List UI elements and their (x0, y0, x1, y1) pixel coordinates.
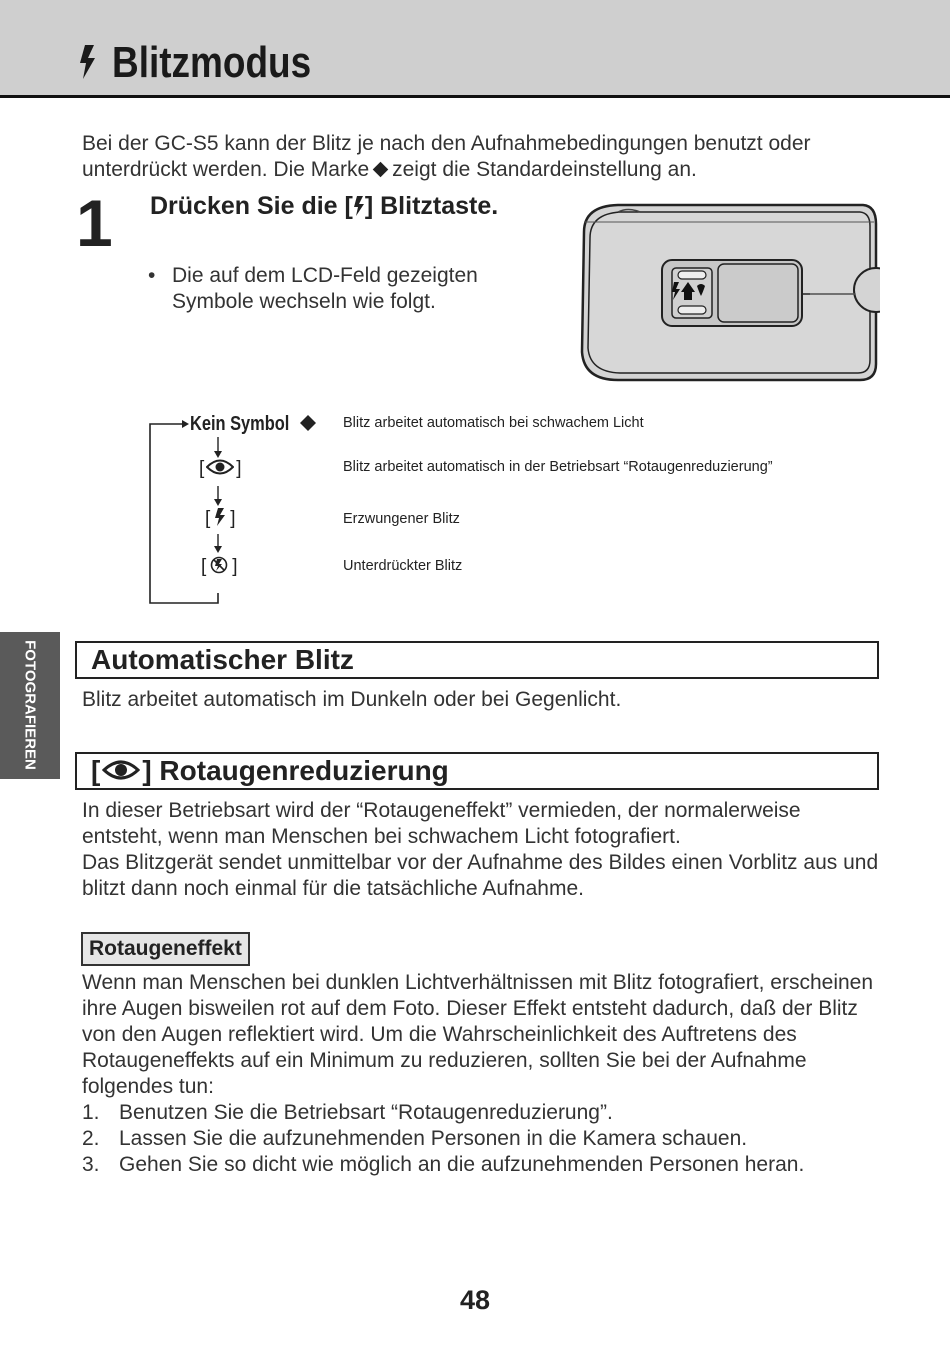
flash-icon (353, 196, 365, 216)
step-bullet (148, 263, 548, 315)
flow-symbol-flash: [ ] (205, 508, 236, 529)
step-number: 1 (76, 186, 113, 260)
section-auto-title: Automatischer Blitz (91, 644, 354, 675)
list-item-text: Benutzen Sie die Betriebsart “Rotaugenreduzierung”. (119, 1101, 613, 1124)
step-title-pre: Drücken Sie die [ (150, 192, 353, 220)
step-title-post: ] Blitztaste. (364, 192, 499, 220)
section-redeye-title (91, 754, 449, 788)
flow-label-redeye: Blitz arbeitet automatisch in der Betriebsart “Rotaugenreduzierung” (343, 459, 773, 475)
section-auto-text: Blitz arbeitet automatisch im Dunkeln oder bei Gegenlicht. (82, 688, 622, 711)
subsection-effect-heading-box (81, 932, 250, 966)
subsection-effect-text (82, 970, 882, 1178)
list-item (82, 1126, 882, 1152)
flow-label-forced: Erzwungener Blitz (343, 511, 460, 527)
flow-symbol-redeye: [ ] (199, 458, 242, 479)
bullet-dot: • (148, 264, 156, 287)
eye-icon (102, 758, 140, 782)
subsection-effect-title: Rotaugeneffekt (89, 937, 242, 960)
intro-text (82, 131, 882, 183)
flow-label-off: Unterdrückter Blitz (343, 558, 463, 574)
intro-part2: zeigt die Standardeinstellung an. (392, 158, 697, 181)
flow-symbol-flash-off: [ ] (201, 556, 238, 577)
intro-part1: Bei der GC-S5 kann der Blitz je nach den Aufnahmebedingungen benutzt oder unterdrückt werden. Die Marke (82, 132, 811, 181)
list-item (82, 1152, 882, 1178)
section-redeye-text (82, 798, 882, 902)
list-item-text: Lassen Sie die aufzunehmenden Personen in die Kamera schauen. (119, 1127, 748, 1150)
side-tab-label: FOTOGRAFIEREN (21, 640, 39, 770)
section-redeye-bracket: [ (91, 755, 101, 786)
list-item-number: 2. (82, 1127, 100, 1150)
section-auto-heading-box (75, 641, 879, 679)
step-title (150, 192, 498, 221)
flow-connector (140, 410, 340, 610)
flow-label-auto: Blitz arbeitet automatisch bei schwachem Licht (343, 415, 644, 431)
section-redeye-para2: Das Blitzgerät sendet unmittelbar vor der Aufnahme des Bildes einen Vorblitz aus und blitzt dann noch einmal für die tatsächliche Aufnahme. (82, 851, 879, 900)
default-marker-icon (300, 415, 316, 431)
list-item-number: 3. (82, 1153, 100, 1176)
list-item-text: Gehen Sie so dicht wie möglich an die aufzunehmenden Personen heran. (119, 1153, 805, 1176)
default-marker-icon (373, 162, 389, 178)
list-item-number: 1. (82, 1101, 100, 1124)
camera-illustration (578, 202, 880, 385)
page-number: 48 (459, 1285, 491, 1315)
step-bullet-text: Die auf dem LCD-Feld gezeigten Symbole wechseln wie folgt. (172, 264, 478, 313)
section-redeye-title-text: ] Rotaugenreduzierung (142, 755, 449, 786)
tips-list (82, 1100, 882, 1178)
flash-icon (78, 44, 98, 80)
flash-off-icon (210, 556, 228, 574)
flow-symbol-none: Kein Symbol (190, 413, 290, 435)
eye-icon (206, 458, 234, 476)
section-redeye-para1: In dieser Betriebsart wird der “Rotaugeneffekt” vermieden, der normalerweise entsteht, wenn man Menschen bei schwachem Licht fotografiert. (82, 799, 801, 848)
subsection-effect-para: Wenn man Menschen bei dunklen Lichtverhältnissen mit Blitz fotografiert, erscheinen ihre Augen bisweilen rot auf dem Foto. Dieser Effekt entsteht dadurch, daß der Blitz von den Augen reflektiert wird. Um die Wahrscheinlichkeit des Auftretens des Rotaugeneffekts auf ein Minimum zu reduzieren, sollten Sie bei der Aufnahme folgendes tun: (82, 971, 874, 1098)
page-title: Blitzmodus (112, 38, 312, 87)
list-item (82, 1100, 882, 1126)
section-redeye-heading-box (75, 752, 879, 790)
flash-icon (214, 508, 226, 526)
